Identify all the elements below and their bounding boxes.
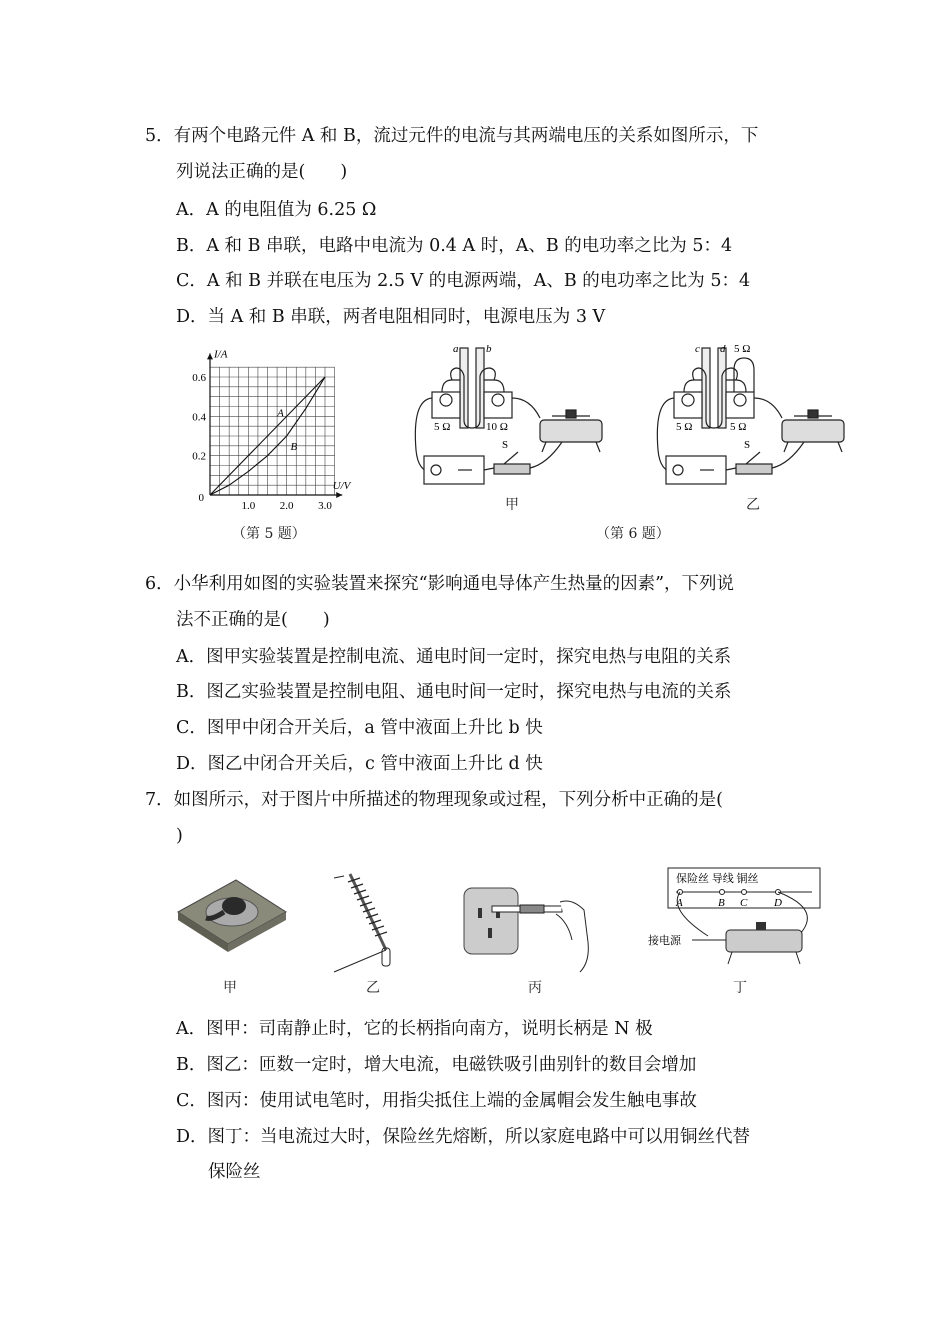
ding-power-label: 接电源 bbox=[648, 935, 681, 947]
q6-fig-yi-label: 乙 bbox=[746, 497, 760, 513]
yi-r1-label: 5 Ω bbox=[676, 421, 693, 433]
q7-option-d-cont: 保险丝 bbox=[208, 1162, 261, 1182]
q7-figure-bing-socket bbox=[460, 862, 610, 972]
tube-a-label: a bbox=[453, 343, 459, 355]
yi-r2-label: 5 Ω bbox=[730, 421, 747, 433]
ding-point-b: B bbox=[718, 897, 725, 909]
ding-point-c: C bbox=[740, 897, 748, 909]
q7-fig-yi-label: 乙 bbox=[366, 980, 380, 996]
x-tick-label: 2.0 bbox=[279, 500, 294, 512]
q7-stem-line2: ) bbox=[176, 826, 183, 846]
q7-fig-jia-label: 甲 bbox=[223, 980, 237, 996]
x-axis-label: U/V bbox=[332, 480, 351, 492]
x-tick-label: 1.0 bbox=[241, 500, 256, 512]
q7-figure-yi-electromagnet bbox=[330, 864, 410, 974]
series-label-b: B bbox=[290, 440, 298, 453]
q5-iv-chart bbox=[180, 350, 380, 520]
jia-r1-label: 5 Ω bbox=[434, 421, 451, 433]
q7-fig-bing-label: 丙 bbox=[528, 980, 542, 996]
chart-axes bbox=[207, 353, 342, 498]
y-tick-label: 0.2 bbox=[192, 450, 206, 463]
q6-option-b: B．图乙实验装置是控制电阻、通电时间一定时，探究电热与电流的关系 bbox=[176, 682, 732, 702]
q5-stem-line2: 列说法正确的是( ) bbox=[176, 162, 348, 182]
x-tick-label: 3.0 bbox=[318, 500, 332, 512]
y-tick-label: 0.4 bbox=[192, 411, 206, 424]
q7-fig-ding-label: 丁 bbox=[733, 980, 747, 996]
q7-option-b: B．图乙：匝数一定时，增大电流，电磁铁吸引曲别针的数目会增加 bbox=[176, 1055, 697, 1075]
y-axis-label: I/A bbox=[214, 348, 228, 361]
q7-option-d: D．图丁：当电流过大时，保险丝先熔断，所以家庭电路中可以用铜丝代替 bbox=[176, 1127, 751, 1147]
q6-option-a: A．图甲实验装置是控制电流、通电时间一定时，探究电热与电阻的关系 bbox=[176, 647, 732, 667]
chart-labels bbox=[192, 348, 351, 512]
y-axis-arrow bbox=[207, 353, 213, 359]
ding-point-d: D bbox=[774, 897, 782, 909]
jia-r2-label: 10 Ω bbox=[486, 421, 508, 433]
q5-option-a: A．A 的电阻值为 6.25 Ω bbox=[176, 200, 377, 220]
tube-c-label: c bbox=[695, 343, 700, 355]
q6-fig-jia-label: 甲 bbox=[505, 497, 519, 513]
q7-figure-ding-fuse bbox=[648, 860, 828, 970]
q7-option-c: C．图丙：使用试电笔时，用指尖抵住上端的金属帽会发生触电事故 bbox=[176, 1091, 697, 1111]
q6-caption: （第 6 题） bbox=[596, 526, 670, 542]
q6-option-d: D．图乙中闭合开关后，c 管中液面上升比 d 快 bbox=[176, 754, 543, 774]
q6-figure-yi bbox=[654, 340, 854, 510]
origin-label: 0 bbox=[198, 492, 204, 504]
q5-stem-line1: 5．有两个电路元件 A 和 B，流过元件的电流与其两端电压的关系如图所示，下 bbox=[145, 126, 759, 146]
yi-switch-label: S bbox=[744, 439, 751, 451]
q6-stem-line1: 6．小华利用如图的实验装置来探究“影响通电导体产生热量的因素”，下列说 bbox=[145, 574, 735, 594]
q5-option-d: D．当 A 和 B 串联，两者电阻相同时，电源电压为 3 V bbox=[176, 307, 606, 327]
x-axis-arrow bbox=[336, 492, 342, 498]
q6-figure-jia bbox=[412, 340, 612, 510]
q7-stem-line1: 7．如图所示，对于图片中所描述的物理现象或过程，下列分析中正确的是( bbox=[145, 790, 723, 810]
ding-point-a: A bbox=[676, 897, 683, 909]
jia-switch-label: S bbox=[502, 439, 509, 451]
ding-header: 保险丝 导线 铜丝 bbox=[676, 873, 759, 885]
tube-d-label: d bbox=[720, 343, 726, 355]
yi-rtop-label: 5 Ω bbox=[734, 343, 751, 355]
tube-b-label: b bbox=[486, 343, 492, 355]
y-tick-label: 0.6 bbox=[192, 372, 206, 384]
q7-figure-jia-compass bbox=[172, 862, 292, 972]
q5-option-b: B．A 和 B 串联，电路中电流为 0.4 A 时，A、B 的电功率之比为 5：4 bbox=[176, 236, 733, 256]
q6-stem-line2: 法不正确的是( ) bbox=[176, 610, 330, 630]
series-label-a: A bbox=[277, 407, 284, 420]
q5-option-c: C．A 和 B 并联在电压为 2.5 V 的电源两端，A、B 的电功率之比为 5：4 bbox=[176, 271, 751, 291]
q5-caption: （第 5 题） bbox=[232, 526, 306, 542]
q6-option-c: C．图甲中闭合开关后，a 管中液面上升比 b 快 bbox=[176, 718, 543, 738]
q7-option-a: A．图甲：司南静止时，它的长柄指向南方，说明长柄是 N 极 bbox=[176, 1019, 653, 1039]
